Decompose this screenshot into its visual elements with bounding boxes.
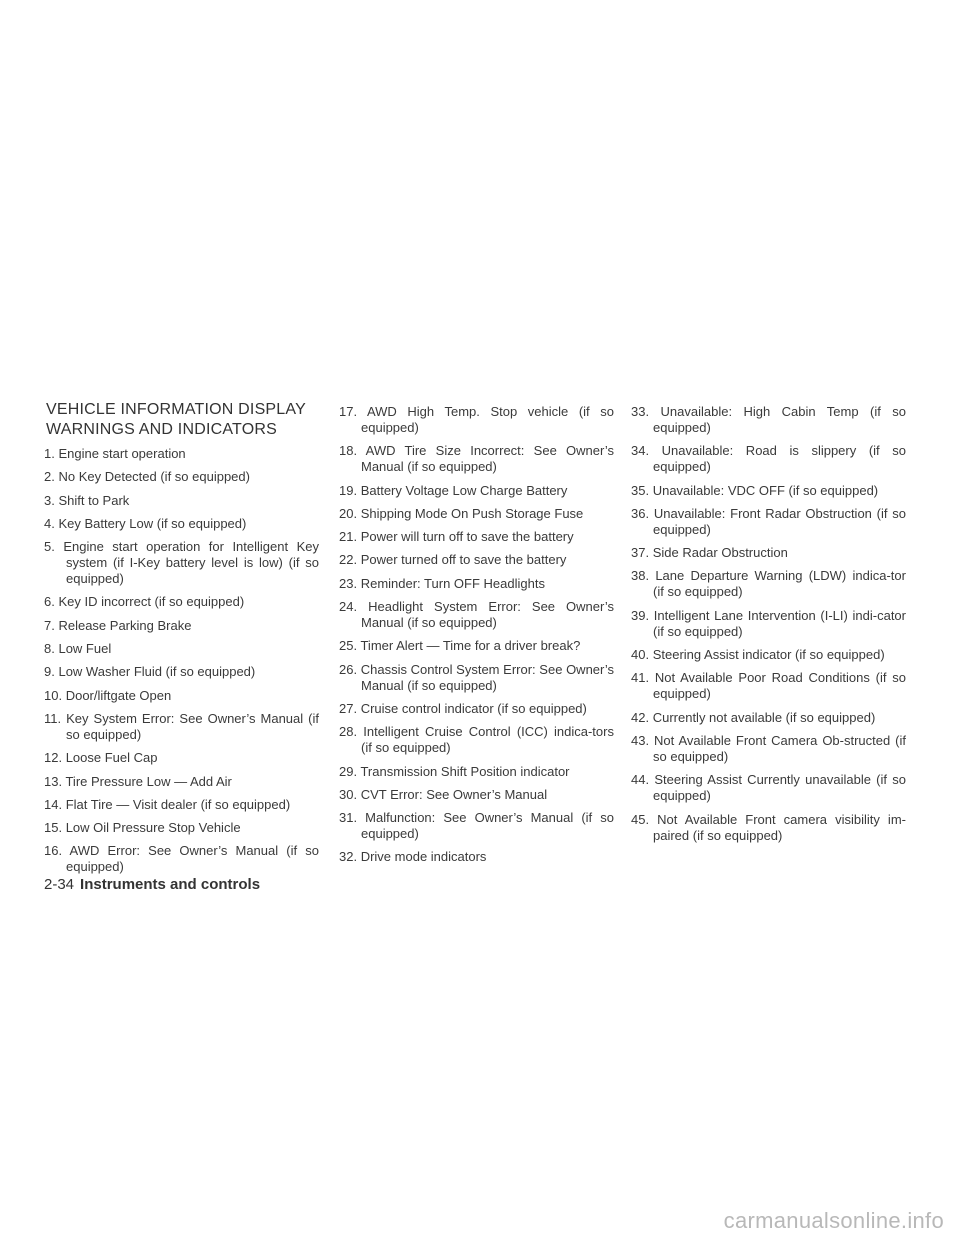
- item-text: Power will turn off to save the battery: [360, 529, 574, 545]
- list-item: [631, 506, 906, 538]
- list-item: [44, 820, 319, 836]
- item-text: Low Oil Pressure Stop Vehicle: [65, 820, 241, 836]
- list-item: [339, 724, 614, 756]
- list-item: [631, 812, 906, 844]
- item-number: 43.: [631, 732, 650, 748]
- item-text: Engine start operation for Intelligent Key system (if I-Key battery level is low) (if so equipped): [63, 539, 319, 587]
- item-number: 28.: [339, 724, 358, 740]
- item-number: 31.: [339, 810, 358, 826]
- list-item: [339, 404, 614, 436]
- heading-line-1: VEHICLE INFORMATION DISPLAY: [46, 401, 306, 418]
- list-item: [44, 641, 319, 657]
- list-item: [44, 843, 319, 875]
- item-text: Not Available Poor Road Conditions (if so equipped): [653, 670, 906, 702]
- list-item: [339, 638, 614, 654]
- column-3: [631, 404, 906, 851]
- list-item: [631, 483, 906, 499]
- warning-list-1: [44, 446, 319, 875]
- item-number: 19.: [339, 482, 358, 498]
- list-item: [339, 810, 614, 842]
- item-number: 32.: [339, 849, 358, 865]
- item-text: Shift to Park: [58, 492, 130, 508]
- list-item: [339, 443, 614, 475]
- list-item: [631, 772, 906, 804]
- item-text: Engine start operation: [58, 446, 186, 461]
- list-item: [339, 787, 614, 803]
- item-number: 40.: [631, 647, 650, 663]
- item-text: Key System Error: See Owner’s Manual (if so equipped): [66, 710, 320, 742]
- list-item: [339, 701, 614, 717]
- item-number: 9.: [44, 664, 55, 680]
- item-number: 26.: [339, 661, 358, 677]
- watermark: carmanualsonline.info: [723, 1208, 944, 1233]
- column-1: [44, 400, 319, 883]
- item-number: 35.: [631, 482, 650, 498]
- item-text: Timer Alert — Time for a driver break?: [360, 638, 581, 654]
- item-number: 7.: [44, 617, 55, 633]
- item-number: 30.: [339, 786, 358, 802]
- list-item: [44, 711, 319, 743]
- item-text: Malfunction: See Owner’s Manual (if so equipped): [361, 810, 614, 842]
- item-text: Door/liftgate Open: [65, 687, 172, 703]
- item-number: 38.: [631, 568, 650, 584]
- list-item: [631, 568, 906, 600]
- item-number: 36.: [631, 505, 650, 521]
- list-item: [44, 594, 319, 610]
- item-text: Flat Tire — Visit dealer (if so equipped): [65, 796, 291, 812]
- item-number: 25.: [339, 638, 358, 654]
- list-item: [44, 469, 319, 485]
- item-text: Steering Assist Currently unavailable (if so equipped): [653, 772, 906, 804]
- list-item: [44, 774, 319, 790]
- item-text: Unavailable: Front Radar Obstruction (if so equipped): [653, 505, 906, 537]
- list-item: [44, 618, 319, 634]
- item-number: 4.: [44, 515, 55, 531]
- item-number: 17.: [339, 404, 358, 419]
- page-number: 2-34: [44, 876, 75, 893]
- item-text: Intelligent Cruise Control (ICC) indica-tors (if so equipped): [361, 724, 614, 756]
- item-number: 44.: [631, 772, 650, 788]
- list-item: [339, 483, 614, 499]
- item-text: Key Battery Low (if so equipped): [58, 515, 247, 531]
- item-number: 13.: [44, 773, 63, 789]
- warning-list-3: [631, 404, 906, 844]
- item-number: 18.: [339, 443, 358, 459]
- list-item: [44, 539, 319, 587]
- list-item: [631, 545, 906, 561]
- item-text: CVT Error: See Owner’s Manual: [360, 786, 548, 802]
- item-number: 6.: [44, 594, 55, 610]
- item-text: Unavailable: High Cabin Temp (if so equipped): [653, 404, 906, 435]
- item-number: 45.: [631, 811, 650, 827]
- item-text: Battery Voltage Low Charge Battery: [360, 482, 568, 498]
- list-item: [631, 404, 906, 436]
- item-number: 41.: [631, 670, 650, 686]
- list-item: [631, 647, 906, 663]
- item-number: 21.: [339, 529, 358, 545]
- list-item: [44, 688, 319, 704]
- item-text: Currently not available (if so equipped): [652, 709, 876, 725]
- list-item: [339, 764, 614, 780]
- item-number: 22.: [339, 552, 358, 568]
- heading-line-2: WARNINGS AND INDICATORS: [46, 421, 277, 438]
- item-number: 39.: [631, 607, 650, 623]
- warning-list-2: [339, 404, 614, 865]
- list-item: [339, 506, 614, 522]
- list-item: [339, 552, 614, 568]
- item-text: Unavailable: VDC OFF (if so equipped): [652, 482, 879, 498]
- list-item: [631, 733, 906, 765]
- item-number: 34.: [631, 443, 650, 459]
- item-number: 20.: [339, 505, 358, 521]
- item-text: Reminder: Turn OFF Headlights: [360, 575, 545, 591]
- item-number: 12.: [44, 750, 63, 766]
- item-number: 11.: [44, 710, 62, 726]
- list-item: [631, 710, 906, 726]
- item-number: 37.: [631, 545, 650, 561]
- list-item: [44, 664, 319, 680]
- list-item: [339, 529, 614, 545]
- item-number: 16.: [44, 843, 63, 859]
- item-text: Power turned off to save the battery: [360, 552, 567, 568]
- list-item: [631, 608, 906, 640]
- list-item: [44, 446, 319, 462]
- item-number: 27.: [339, 700, 358, 716]
- list-item: [44, 516, 319, 532]
- list-item: [631, 670, 906, 702]
- item-number: 33.: [631, 404, 650, 419]
- column-2: [339, 404, 614, 873]
- item-text: Steering Assist indicator (if so equipped): [652, 647, 885, 663]
- item-text: Headlight System Error: See Owner’s Manual (if so equipped): [361, 599, 614, 631]
- list-item: [44, 493, 319, 509]
- item-text: Chassis Control System Error: See Owner’s Manual (if so equipped): [360, 661, 614, 693]
- item-text: Tire Pressure Low — Add Air: [65, 773, 232, 789]
- list-item: [339, 599, 614, 631]
- item-text: Shipping Mode On Push Storage Fuse: [360, 505, 584, 521]
- item-text: AWD Error: See Owner’s Manual (if so equipped): [66, 843, 319, 875]
- item-number: 2.: [44, 469, 55, 485]
- list-item: [339, 576, 614, 592]
- item-number: 29.: [339, 763, 358, 779]
- item-text: AWD Tire Size Incorrect: See Owner’s Manual (if so equipped): [361, 443, 614, 475]
- item-number: 15.: [44, 820, 63, 836]
- item-number: 10.: [44, 687, 63, 703]
- item-text: Unavailable: Road is slippery (if so equipped): [653, 443, 906, 475]
- item-number: 24.: [339, 599, 358, 615]
- item-text: Low Washer Fluid (if so equipped): [58, 664, 256, 680]
- list-item: [339, 849, 614, 865]
- item-number: 8.: [44, 641, 55, 657]
- item-text: Cruise control indicator (if so equipped): [360, 700, 587, 716]
- item-text: Side Radar Obstruction: [652, 545, 788, 561]
- list-item: [631, 443, 906, 475]
- item-number: 42.: [631, 709, 650, 725]
- item-text: Transmission Shift Position indicator: [360, 763, 570, 779]
- item-text: Release Parking Brake: [58, 617, 192, 633]
- item-text: Drive mode indicators: [360, 849, 487, 865]
- item-text: Intelligent Lane Intervention (I-LI) indi-cator (if so equipped): [653, 607, 906, 639]
- item-text: AWD High Temp. Stop vehicle (if so equipped): [361, 404, 614, 435]
- item-text: Not Available Front camera visibility im-paired (if so equipped): [653, 811, 906, 843]
- item-text: Loose Fuel Cap: [65, 750, 158, 766]
- list-item: [44, 797, 319, 813]
- item-text: Not Available Front Camera Ob-structed (if so equipped): [653, 732, 906, 764]
- list-item: [339, 662, 614, 694]
- section-heading: [46, 400, 319, 440]
- section-title: Instruments and controls: [80, 876, 261, 893]
- item-number: 3.: [44, 492, 55, 508]
- page-footer: [44, 876, 260, 894]
- item-number: 14.: [44, 796, 63, 812]
- item-number: 23.: [339, 575, 358, 591]
- list-item: [44, 750, 319, 766]
- item-text: No Key Detected (if so equipped): [58, 469, 250, 485]
- item-text: Key ID incorrect (if so equipped): [58, 594, 245, 610]
- item-number: 5.: [44, 539, 55, 555]
- item-number: 1.: [44, 446, 55, 461]
- item-text: Low Fuel: [58, 641, 112, 657]
- item-text: Lane Departure Warning (LDW) indica-tor (if so equipped): [653, 568, 906, 600]
